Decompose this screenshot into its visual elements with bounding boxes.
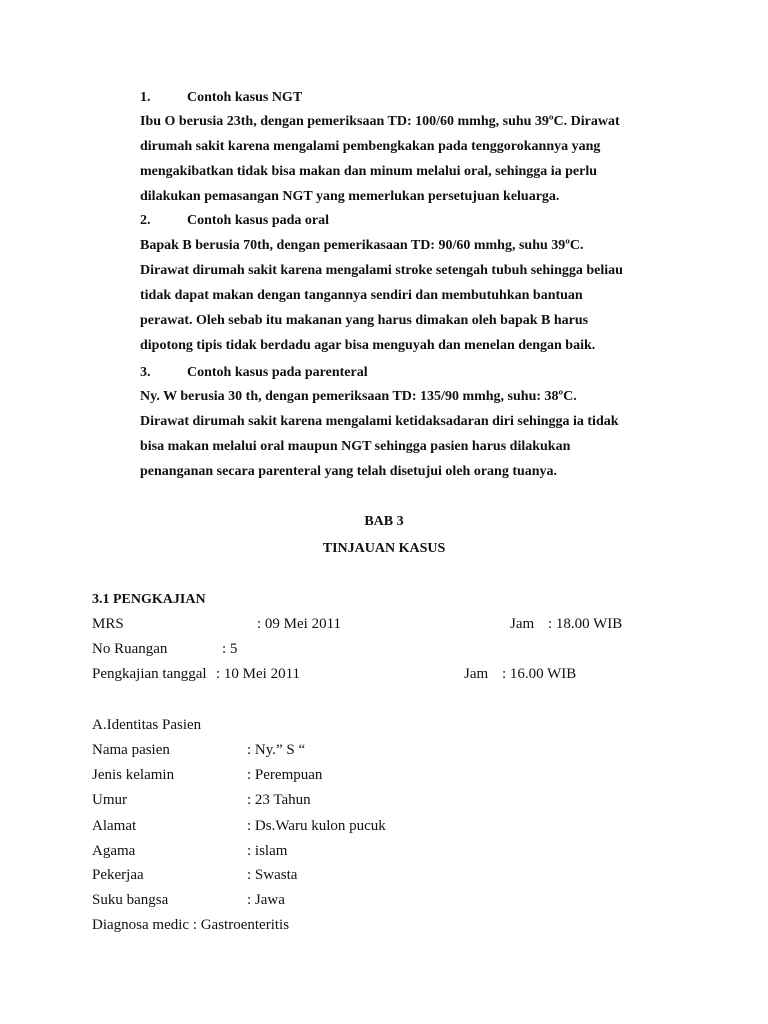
pengkajian-jam-label: Jam: [464, 666, 489, 682]
diagnosa-line: Diagnosa medic : Gastroenteritis: [92, 917, 290, 933]
case-2-number: 2.: [140, 213, 151, 228]
case-3-line: Dirawat dirumah sakit karena mengalami ketidaksadaran diri sehingga ia tidak: [140, 414, 619, 429]
field-value: : islam: [247, 843, 288, 859]
ruangan-value: : 5: [222, 641, 238, 657]
field-value: : Swasta: [247, 867, 298, 883]
case-3-number: 3.: [140, 365, 151, 380]
case-1-paragraph: [140, 109, 700, 209]
case-2-title: Contoh kasus pada oral: [187, 213, 329, 228]
pengkajian-jam-value: : 16.00 WIB: [502, 666, 577, 682]
case-1-line: dirumah sakit karena mengalami pembengkakan pada tenggorokannya yang: [140, 139, 601, 154]
case-2-line: tidak dapat makan dengan tangannya sendiri dan membutuhkan bantuan: [140, 288, 583, 303]
field-label: Agama: [92, 843, 136, 859]
field-value: : Perempuan: [247, 767, 323, 783]
field-value: : Jawa: [247, 892, 285, 908]
field-value: : Ds.Waru kulon pucuk: [247, 818, 386, 834]
case-3-paragraph: [140, 384, 700, 484]
field-label: Pekerjaa: [92, 867, 144, 883]
case-2-line: dipotong tipis tidak berdadu agar bisa menguyah dan menelan dengan baik.: [140, 338, 596, 353]
case-3-line: Ny. W berusia 30 th, dengan pemeriksaan TD: 135/90 mmhg, suhu: 38ºC.: [140, 389, 577, 404]
field-label: Jenis kelamin: [92, 767, 175, 783]
chapter-number: BAB 3: [364, 514, 404, 529]
case-2-line: Dirawat dirumah sakit karena mengalami stroke setengah tubuh sehingga beliau: [140, 263, 623, 278]
case-2-line: perawat. Oleh sebab itu makanan yang harus dimakan oleh bapak B harus: [140, 313, 589, 328]
case-3-line: penanganan secara parenteral yang telah disetujui oleh orang tuanya.: [140, 464, 558, 479]
identitas-heading: A.Identitas Pasien: [92, 717, 202, 733]
mrs-label: MRS: [92, 616, 124, 632]
case-1-title: Contoh kasus NGT: [187, 90, 303, 105]
case-3-line: bisa makan melalui oral maupun NGT sehingga pasien harus dilakukan: [140, 439, 571, 454]
case-2-line: Bapak B berusia 70th, dengan pemerikasaan TD: 90/60 mmhg, suhu 39ºC.: [140, 238, 584, 253]
field-label: Nama pasien: [92, 742, 170, 758]
case-1-line: mengakibatkan tidak bisa makan dan minum melalui oral, sehingga ia perlu: [140, 164, 598, 179]
field-value: : 23 Tahun: [247, 792, 311, 808]
case-2-paragraph: [140, 233, 700, 358]
mrs-jam-value: : 18.00 WIB: [548, 616, 623, 632]
case-1-line: Ibu O berusia 23th, dengan pemeriksaan TD: 100/60 mmhg, suhu 39ºC. Dirawat: [140, 114, 620, 129]
pengkajian-label: Pengkajian tanggal: [92, 666, 207, 682]
chapter-title: TINJAUAN KASUS: [322, 541, 446, 556]
section-heading: 3.1 PENGKAJIAN: [92, 592, 206, 607]
field-label: Suku bangsa: [92, 892, 169, 908]
mrs-value: : 09 Mei 2011: [257, 616, 342, 632]
case-1-line: dilakukan pemasangan NGT yang memerlukan persetujuan keluarga.: [140, 189, 560, 204]
case-1-number: 1.: [140, 90, 151, 105]
field-value: : Ny.” S “: [247, 742, 306, 758]
mrs-jam-label: Jam: [510, 616, 535, 632]
field-label: Umur: [92, 792, 127, 808]
pengkajian-value: : 10 Mei 2011: [216, 666, 301, 682]
ruangan-label: No Ruangan: [92, 641, 168, 657]
field-label: Alamat: [92, 818, 137, 834]
case-3-title: Contoh kasus pada parenteral: [187, 365, 368, 380]
